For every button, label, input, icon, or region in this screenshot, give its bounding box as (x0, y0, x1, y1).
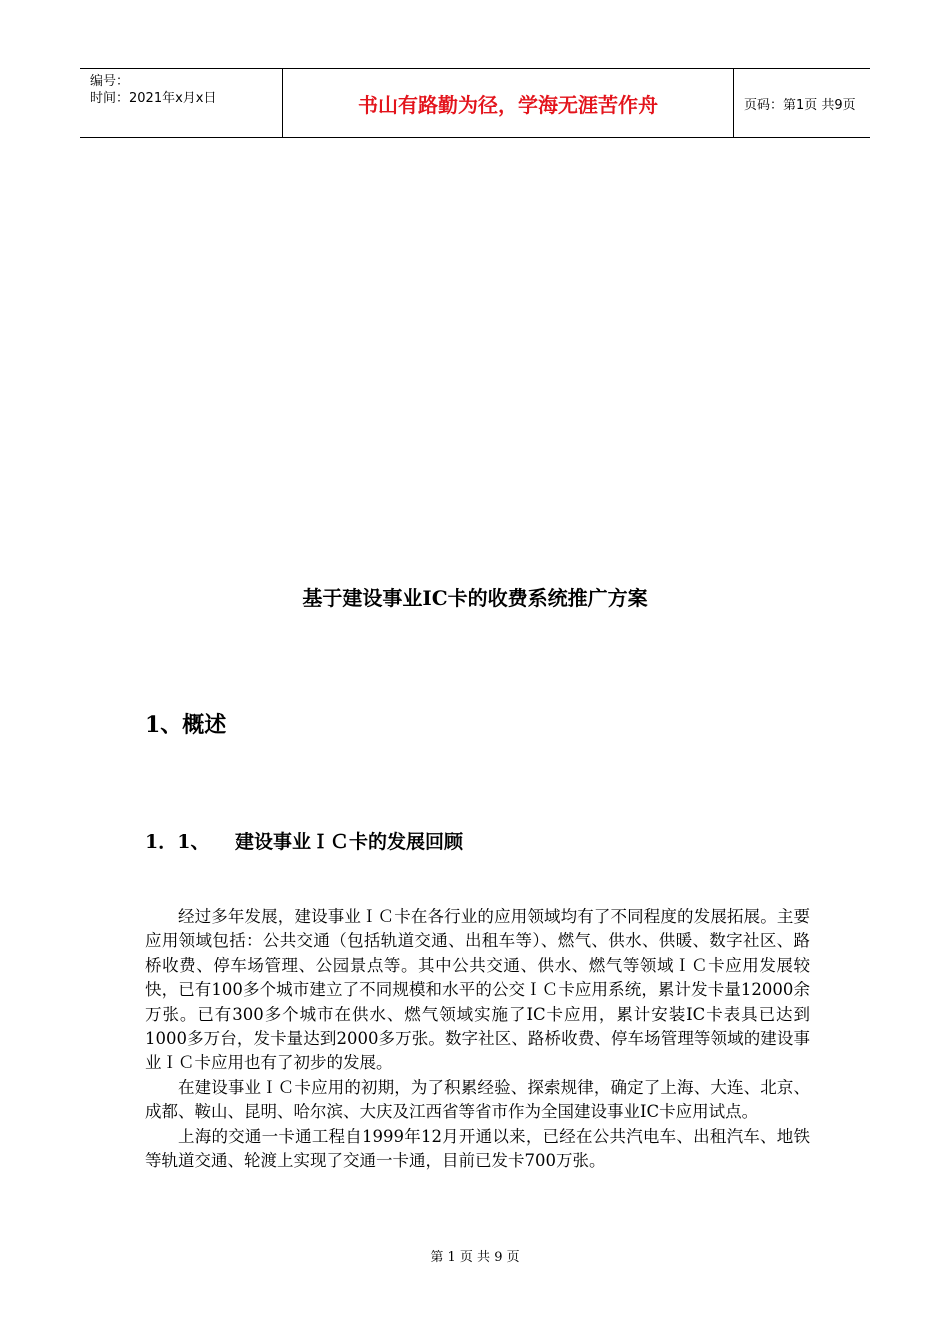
body-text (145, 905, 810, 1173)
paragraph: 在建设事业ＩＣ卡应用的初期，为了积累经验、探索规律，确定了上海、大连、北京、成都、鞍山、昆明、哈尔滨、大庆及江西省等省市作为全国建设事业IC卡应用试点。 (145, 1077, 810, 1122)
header-page-cell (734, 69, 870, 137)
page-footer: 第 1 页 共 9 页 (430, 1250, 520, 1265)
subsection-number: 1．1、 (145, 831, 210, 853)
header-table (80, 68, 870, 138)
page-info: 页码：第1页 共9页 (744, 97, 856, 113)
number-label: 编号： (90, 74, 130, 89)
header-left-cell (80, 69, 282, 137)
document-title: 基于建设事业IC卡的收费系统推广方案 (302, 586, 648, 610)
paragraph: 上海的交通一卡通工程自1999年12月开通以来，已经在公共汽电车、出租汽车、地铁等轨道交通、轮渡上实现了交通一卡通，目前已发卡700万张。 (145, 1126, 810, 1171)
paragraph: 经过多年发展，建设事业ＩＣ卡在各行业的应用领域均有了不同程度的发展拓展。主要应用领域包括：公共交通（包括轨道交通、出租车等）、燃气、供水、供暖、数字社区、路桥收费、停车场管理、公园景点等。其中公共交通、供水、燃气等领域ＩＣ卡应用发展较快，已有100多个城市建立了不同规模和水平的公交ＩＣ卡应用系统，累计发卡量12000余万张。已有300多个城市在供水、燃气领域实施了IC卡应用，累计安装IC卡表具已达到1000多万台，发卡量达到2000多万张。数字社区、路桥收费、停车场管理等领域的建设事业ＩＣ卡应用也有了初步的发展。 (145, 907, 810, 1073)
subsection-title: 建设事业ＩＣ卡的发展回顾 (235, 831, 464, 853)
section-heading: 1、概述 (145, 712, 227, 738)
time-label: 时间：2021年x月x日 (90, 91, 217, 106)
motto-text: 书山有路勤为径，学海无涯苦作舟 (358, 92, 658, 117)
header-motto-cell (282, 69, 734, 137)
subsection-heading (145, 827, 463, 854)
